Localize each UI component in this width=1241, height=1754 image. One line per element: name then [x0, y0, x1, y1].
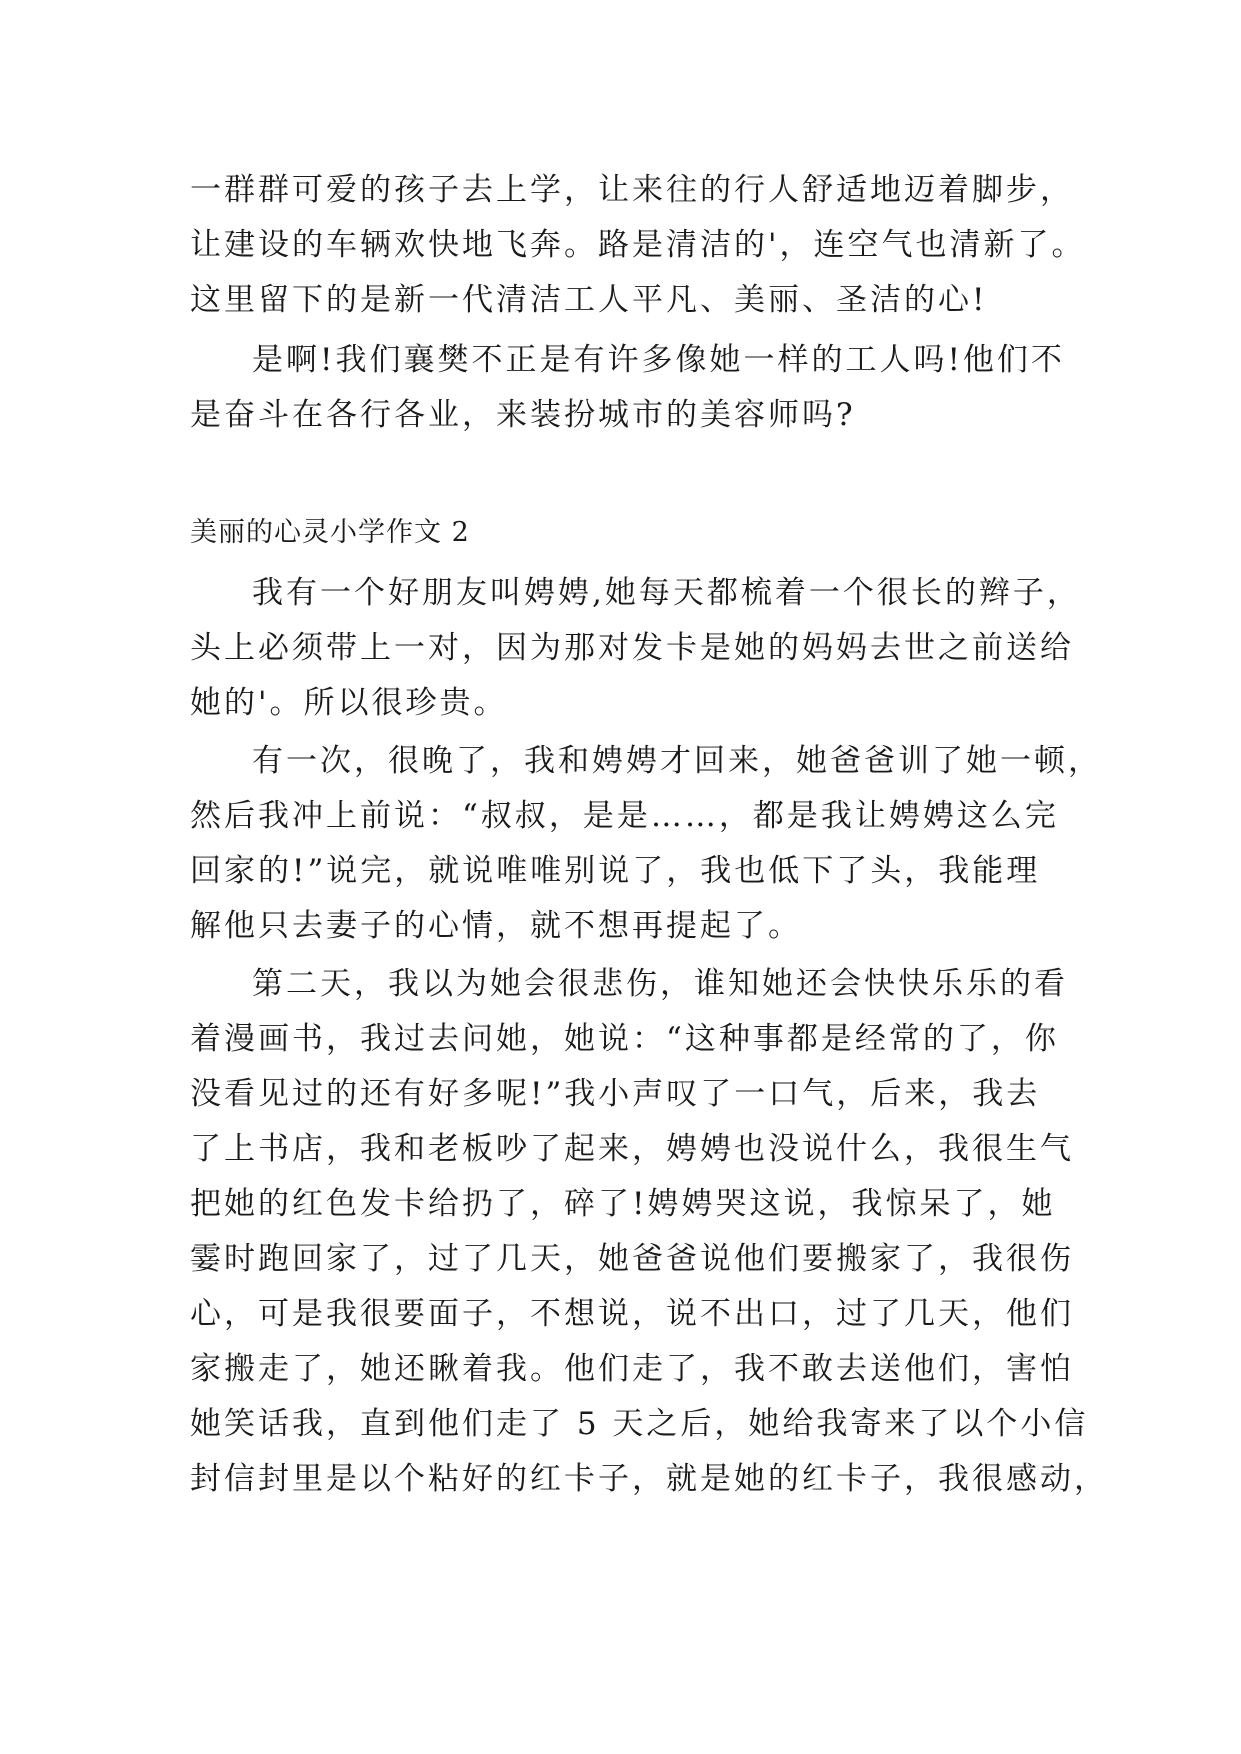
paragraph-5-line-4: 了上书店，我和老板吵了起来，娉娉也没说什么，我很生气: [190, 1131, 1074, 1167]
paragraph-3-line-2: 头上必须带上一对，因为那对发卡是她的妈妈去世之前送给: [190, 630, 1074, 666]
paragraph-5-line-8: 家搬走了，她还瞅着我。他们走了，我不敢去送他们，害怕: [190, 1351, 1074, 1387]
paragraph-5-line-6: 霎时跑回家了，过了几天，她爸爸说他们要搬家了，我很伤: [190, 1241, 1074, 1277]
paragraph-2-line-1: 是啊!我们襄樊不正是有许多像她一样的工人吗!他们不: [252, 342, 1065, 378]
paragraph-1-line-3: 这里留下的是新一代清洁工人平凡、美丽、圣洁的心!: [190, 282, 988, 318]
paragraph-4-line-1: 有一次，很晚了，我和娉娉才回来，她爸爸训了她一顿，: [252, 743, 1102, 779]
paragraph-4-line-3: 回家的!”说完，就说唯唯别说了，我也低下了头，我能理: [190, 853, 1041, 889]
paragraph-5-line-5: 把她的红色发卡给扔了，碎了!娉娉哭这说，我惊呆了，她: [190, 1186, 1056, 1222]
paragraph-5-line-9: 她笑话我，直到他们走了 5 天之后，她给我寄来了以个小信: [190, 1406, 1089, 1442]
paragraph-1-line-1: 一群群可爱的孩子去上学，让来往的行人舒适地迈着脚步，: [190, 172, 1074, 208]
paragraph-4-line-2: 然后我冲上前说：“叔叔，是是……，都是我让娉娉这么完: [190, 798, 1059, 834]
paragraph-5-line-1: 第二天，我以为她会很悲伤，谁知她还会快快乐乐的看: [252, 966, 1068, 1002]
section-title: 美丽的心灵小学作文 2: [190, 517, 470, 548]
paragraph-5-line-10: 封信封里是以个粘好的红卡子，就是她的红卡子，我很感动，: [190, 1461, 1108, 1497]
paragraph-5-line-3: 没看见过的还有好多呢!”我小声叹了一口气，后来，我去: [190, 1076, 1041, 1112]
paragraph-4-line-4: 解他只去妻子的心情，就不想再提起了。: [190, 908, 802, 944]
paragraph-5-line-2: 着漫画书，我过去问她，她说：“这种事都是经常的了，你: [190, 1021, 1059, 1057]
paragraph-5-line-7: 心，可是我很要面子，不想说，说不出口，过了几天，他们: [190, 1296, 1074, 1332]
paragraph-2-line-2: 是奋斗在各行各业，来装扮城市的美容师吗?: [190, 397, 856, 433]
paragraph-3-line-3: 她的'。所以很珍贵。: [190, 685, 508, 721]
paragraph-3-line-1: 我有一个好朋友叫娉娉,她每天都梳着一个很长的辫子，: [252, 575, 1081, 611]
paragraph-1-line-2: 让建设的车辆欢快地飞奔。路是清洁的'，连空气也清新了。: [190, 227, 1086, 263]
